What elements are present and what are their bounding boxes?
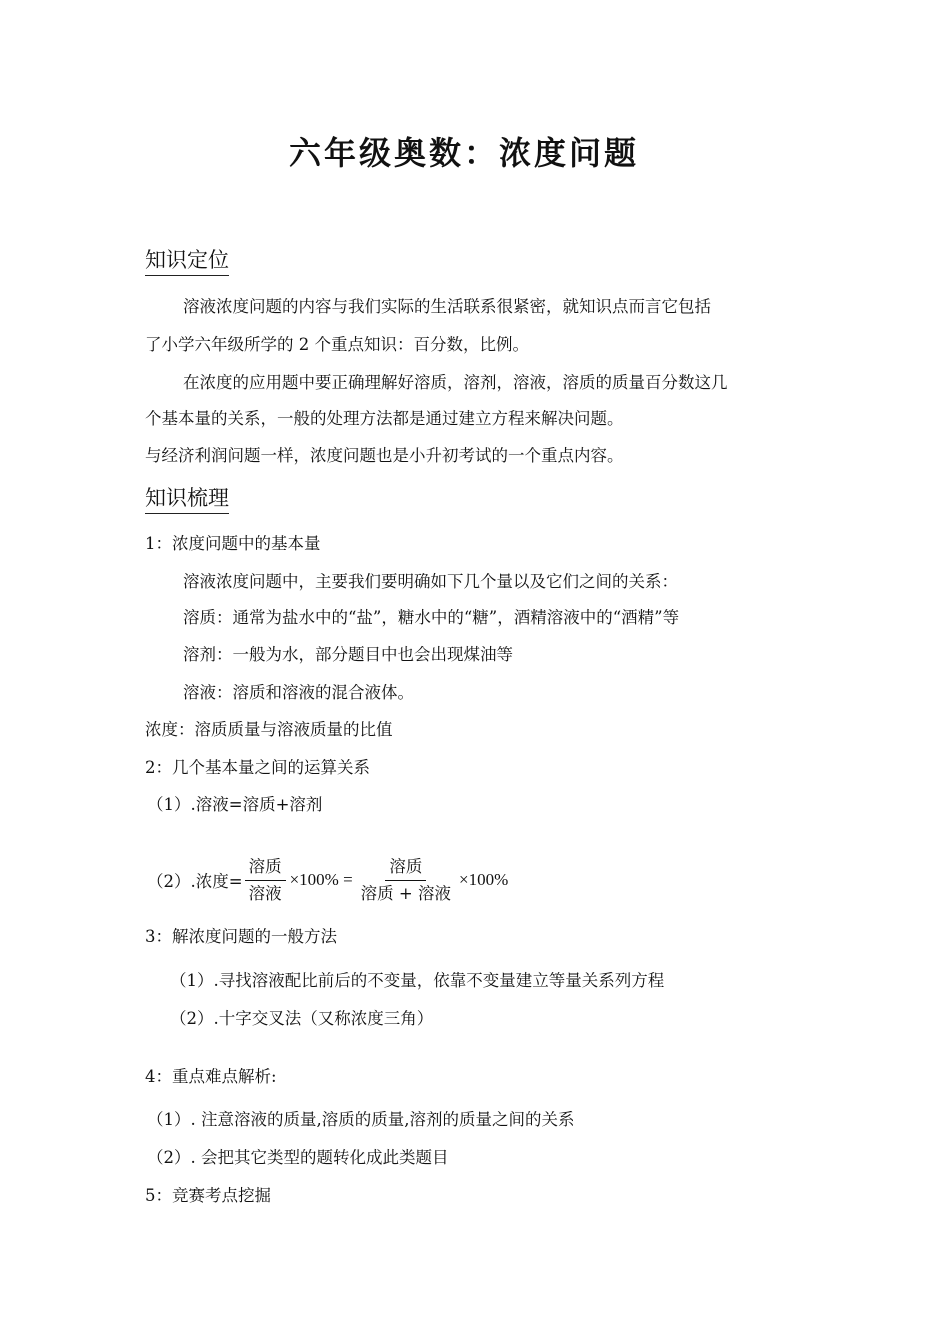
item-2-formula-1: （1）.溶液=溶质+溶剂: [147, 795, 323, 814]
item-4-point-2: （2）. 会把其它类型的题转化成此类题目: [147, 1148, 449, 1167]
fraction-2-numerator: 溶质: [385, 857, 426, 881]
section-heading-knowledge-review: 知识梳理: [145, 484, 229, 514]
fraction-2-denominator: 溶质 + 溶液: [360, 883, 451, 903]
formula-2-label: （2）.浓度=: [147, 872, 243, 891]
item-4-title: 4：重点难点解析:: [145, 1067, 277, 1086]
item-1-solvent: 溶剂：一般为水，部分题目中也会出现煤油等: [183, 645, 513, 664]
fraction-1-denominator: 溶液: [248, 883, 282, 903]
item-4-point-1: （1）. 注意溶液的质量,溶质的质量,溶剂的质量之间的关系: [147, 1110, 575, 1129]
item-1-title: 1：浓度问题中的基本量: [145, 534, 321, 553]
item-1-solute: 溶质：通常为盐水中的“盐”，糖水中的“糖”，酒精溶液中的“酒精”等: [183, 608, 680, 627]
fraction-1-numerator: 溶质: [245, 857, 286, 881]
fraction-solute-over-solution: [245, 857, 286, 904]
item-1-solution: 溶液：溶质和溶液的混合液体。: [183, 683, 414, 702]
item-1-concentration: 浓度：溶质质量与溶液质量的比值: [145, 720, 393, 739]
item-1-intro: 溶液浓度问题中，主要我们要明确如下几个量以及它们之间的关系：: [183, 572, 678, 591]
item-2-formula-2: [147, 850, 510, 910]
item-5-title: 5：竞赛考点挖掘: [145, 1186, 271, 1205]
item-2-title: 2：几个基本量之间的运算关系: [145, 758, 370, 777]
item-3-method-2: （2）.十字交叉法（又称浓度三角）: [170, 1009, 434, 1028]
paragraph-2-line-1: 在浓度的应用题中要正确理解好溶质，溶剂，溶液，溶质的质量百分数这几: [183, 373, 728, 392]
document-title: 六年级奥数：浓度问题: [288, 134, 639, 172]
paragraph-3: 与经济利润问题一样，浓度问题也是小升初考试的一个重点内容。: [145, 446, 624, 465]
section-heading-knowledge-positioning: 知识定位: [145, 246, 229, 276]
item-3-method-1: （1）.寻找溶液配比前后的不变量，依靠不变量建立等量关系列方程: [170, 971, 665, 990]
item-3-title: 3：解浓度问题的一般方法: [145, 927, 337, 946]
paragraph-1-line-1: 溶液浓度问题的内容与我们实际的生活联系很紧密，就知识点而言它包括: [183, 297, 711, 316]
fraction-solute-over-sum: [357, 857, 455, 904]
paragraph-2-line-2: 个基本量的关系，一般的处理方法都是通过建立方程来解决问题。: [145, 409, 624, 428]
multiply-100-percent-equals: ×100% =: [289, 870, 353, 889]
paragraph-1-line-2: 了小学六年级所学的 2 个重点知识：百分数，比例。: [145, 335, 529, 354]
multiply-100-percent: ×100%: [459, 870, 509, 889]
